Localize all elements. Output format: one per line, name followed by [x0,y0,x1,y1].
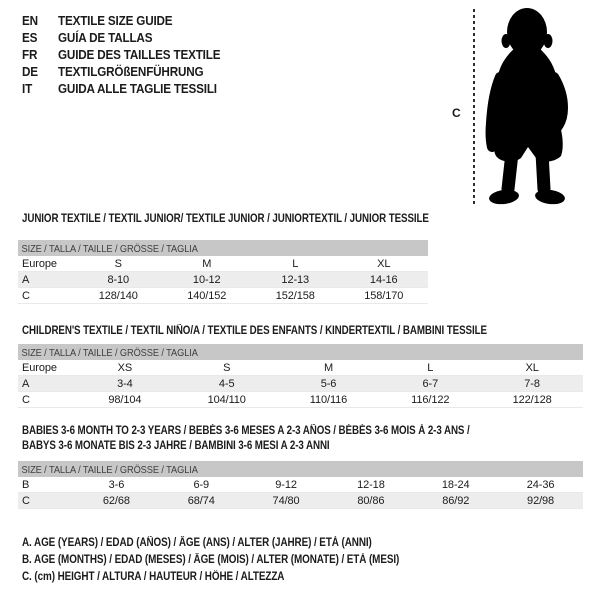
height-measure-dashed-line [473,9,475,205]
language-code: DE [22,64,38,79]
guide-title: GUIDE DES TAILLES TEXTILE [58,47,221,62]
value-cell: 6-9 [159,477,244,493]
language-row-en [22,12,220,29]
size-header-bar [18,344,583,360]
table-header-row [18,360,583,376]
value-cell: 80/86 [328,493,413,509]
value-cell: 86/92 [413,493,498,509]
size-column-header: L [379,360,481,376]
value-cell: 74/80 [244,493,329,509]
guide-title: GUÍA DE TALLAS [58,30,153,45]
value-cell: 140/152 [163,288,252,304]
value-cell: 24-36 [498,477,583,493]
table-row [18,392,583,408]
value-cell: 128/140 [74,288,163,304]
table-row [18,376,583,392]
row-label-cell: C [18,392,74,408]
row-label-cell: B [18,477,74,493]
height-measure-label: C [452,106,461,120]
value-cell: 12-18 [328,477,413,493]
value-cell: 68/74 [159,493,244,509]
section-title-text: BABIES 3-6 MONTH TO 2-3 YEARS / BEBÉS 3-6 MESES A 2-3 AÑOS / BÉBÉS 3-6 MOIS À 2-3 ANS / [22,425,470,437]
region-header-cell: Europe [18,360,74,376]
babies-size-table [18,461,583,509]
value-cell: 110/116 [278,392,380,408]
section-title-text: BABYS 3-6 MONATE BIS 2-3 JAHRE / BAMBINI 3-6 MESI A 2-3 ANNI [22,440,330,452]
footnote-a: A. AGE (YEARS) / EDAD (AÑOS) / ÂGE (ANS) / ALTER (JAHRE) / ETÀ (ANNI) [22,537,372,549]
children-table [18,360,583,408]
children-section-title [22,324,569,339]
size-header-text: SIZE / TALLA / TAILLE / GRÖSSE / TAGLIA [21,347,198,359]
junior-section-title [22,212,501,227]
height-figure [450,0,600,215]
baby-silhouette-icon [483,5,571,207]
language-title-list [22,12,242,97]
value-cell: 122/128 [481,392,583,408]
language-row-fr [22,46,220,63]
value-cell: 7-8 [481,376,583,392]
table-row [18,288,428,304]
language-code: ES [22,30,38,45]
size-column-header: M [278,360,380,376]
value-cell: 12-13 [251,272,340,288]
footnote-c: C. (cm) HEIGHT / ALTURA / HAUTEUR / HÖHE / ALTEZZA [22,571,285,583]
value-cell: 3-4 [74,376,176,392]
size-column-header: L [251,256,340,272]
value-cell: 4-5 [176,376,278,392]
value-cell: 62/68 [74,493,159,509]
size-column-header: S [74,256,163,272]
row-label-cell: C [18,288,74,304]
babies-table [18,477,583,509]
value-cell: 14-16 [340,272,429,288]
size-column-header: S [176,360,278,376]
table-row [18,493,583,509]
value-cell: 6-7 [379,376,481,392]
size-column-header: XS [74,360,176,376]
value-cell: 9-12 [244,477,329,493]
size-column-header: XL [481,360,583,376]
row-label-cell: A [18,376,74,392]
value-cell: 104/110 [176,392,278,408]
size-header-bar [18,461,583,477]
language-code: IT [22,81,33,96]
size-header-text: SIZE / TALLA / TAILLE / GRÖSSE / TAGLIA [21,243,198,255]
value-cell: 5-6 [278,376,380,392]
value-cell: 10-12 [163,272,252,288]
size-column-header: XL [340,256,429,272]
guide-title: TEXTILE SIZE GUIDE [58,13,173,28]
section-title-text: CHILDREN'S TEXTILE / TEXTIL NIÑO/A / TEXTILE DES ENFANTS / KINDERTEXTIL / BAMBINI TESSILE [22,325,487,337]
size-column-header: M [163,256,252,272]
language-code: FR [22,47,38,62]
language-row-de [22,63,220,80]
guide-title: TEXTILGRÖßENFÜHRUNG [58,64,204,79]
junior-size-table [18,240,428,304]
value-cell: 3-6 [74,477,159,493]
value-cell: 18-24 [413,477,498,493]
legend-footnotes [22,535,461,586]
language-row-es [22,29,220,46]
value-cell: 152/158 [251,288,340,304]
section-title-text: JUNIOR TEXTILE / TEXTIL JUNIOR/ TEXTILE JUNIOR / JUNIORTEXTIL / JUNIOR TESSILE [22,213,429,225]
value-cell: 158/170 [340,288,429,304]
language-row-it [22,80,220,97]
row-label-cell: A [18,272,74,288]
junior-table [18,256,428,304]
language-code: EN [22,13,38,28]
table-row [18,477,583,493]
table-row [18,272,428,288]
value-cell: 92/98 [498,493,583,509]
region-header-cell: Europe [18,256,74,272]
table-header-row [18,256,428,272]
children-size-table [18,344,583,408]
value-cell: 8-10 [74,272,163,288]
row-label-cell: C [18,493,74,509]
size-header-bar [18,240,428,256]
value-cell: 116/122 [379,392,481,408]
footnote-b: B. AGE (MONTHS) / EDAD (MESES) / ÂGE (MOIS) / ALTER (MONATE) / ETÀ (MESI) [22,554,400,566]
guide-title: GUIDA ALLE TAGLIE TESSILI [58,81,217,96]
babies-section-title [22,424,549,454]
value-cell: 98/104 [74,392,176,408]
size-header-text: SIZE / TALLA / TAILLE / GRÖSSE / TAGLIA [21,464,198,476]
